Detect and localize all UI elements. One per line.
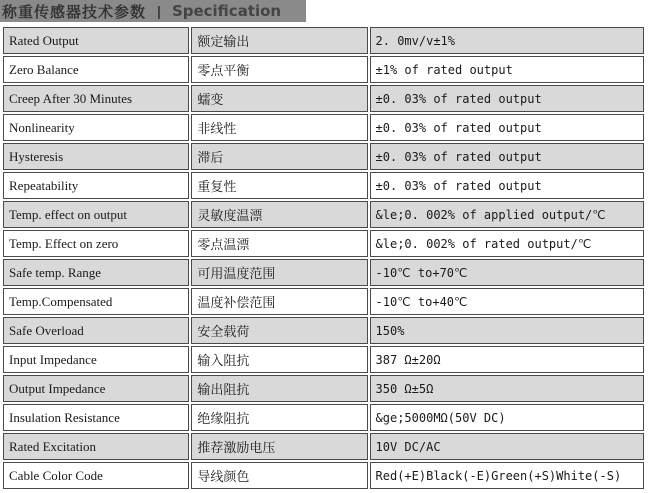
value-cell: -10℃ to+40℃ — [370, 288, 644, 315]
param-zh-cell: 零点平衡 — [191, 56, 367, 83]
param-zh-cell: 温度补偿范围 — [191, 288, 367, 315]
value-cell: ±0. 03% of rated output — [370, 85, 644, 112]
value-cell: ±0. 03% of rated output — [370, 143, 644, 170]
param-en-cell: Temp.Compensated — [3, 288, 189, 315]
title-separator: | — [157, 3, 161, 19]
param-en-cell: Rated Output — [3, 27, 189, 54]
table-row — [3, 317, 644, 344]
value-cell: &le;0. 002% of rated output/℃ — [370, 230, 644, 257]
param-en-cell: Rated Excitation — [3, 433, 189, 460]
value-cell: 10V DC/AC — [370, 433, 644, 460]
table-row — [3, 56, 644, 83]
specification-table — [1, 25, 646, 491]
section-title-en: Specification — [171, 2, 282, 20]
param-en-cell: Hysteresis — [3, 143, 189, 170]
table-row — [3, 143, 644, 170]
param-en-cell: Creep After 30 Minutes — [3, 85, 189, 112]
section-header — [0, 0, 306, 22]
param-zh-cell: 额定输出 — [191, 27, 367, 54]
param-zh-cell: 导线颜色 — [191, 462, 367, 489]
value-cell: ±1% of rated output — [370, 56, 644, 83]
param-zh-cell: 可用温度范围 — [191, 259, 367, 286]
param-en-cell: Temp. effect on output — [3, 201, 189, 228]
value-cell: ±0. 03% of rated output — [370, 114, 644, 141]
param-zh-cell: 滞后 — [191, 143, 367, 170]
param-en-cell: Input Impedance — [3, 346, 189, 373]
param-en-cell: Insulation Resistance — [3, 404, 189, 431]
param-en-cell: Output Impedance — [3, 375, 189, 402]
table-row — [3, 404, 644, 431]
param-zh-cell: 蠕变 — [191, 85, 367, 112]
value-cell: &le;0. 002% of applied output/℃ — [370, 201, 644, 228]
param-zh-cell: 零点温漂 — [191, 230, 367, 257]
value-cell: &ge;5000MΩ(50V DC) — [370, 404, 644, 431]
value-cell: 387 Ω±20Ω — [370, 346, 644, 373]
table-row — [3, 288, 644, 315]
table-row — [3, 114, 644, 141]
param-en-cell: Zero Balance — [3, 56, 189, 83]
param-en-cell: Safe Overload — [3, 317, 189, 344]
table-row — [3, 433, 644, 460]
param-zh-cell: 重复性 — [191, 172, 367, 199]
specification-table-body — [3, 27, 644, 489]
table-row — [3, 462, 644, 489]
param-en-cell: Repeatability — [3, 172, 189, 199]
table-row — [3, 85, 644, 112]
table-row — [3, 27, 644, 54]
value-cell: 350 Ω±5Ω — [370, 375, 644, 402]
value-cell: ±0. 03% of rated output — [370, 172, 644, 199]
section-title-zh: 称重传感器技术参数 — [2, 2, 147, 21]
table-row — [3, 172, 644, 199]
param-en-cell: Nonlinearity — [3, 114, 189, 141]
param-zh-cell: 输出阻抗 — [191, 375, 367, 402]
value-cell: Red(+E)Black(-E)Green(+S)White(-S) — [370, 462, 644, 489]
table-row — [3, 201, 644, 228]
param-zh-cell: 推荐激励电压 — [191, 433, 367, 460]
param-zh-cell: 输入阻抗 — [191, 346, 367, 373]
value-cell: 2. 0mv/v±1% — [370, 27, 644, 54]
table-row — [3, 230, 644, 257]
table-row — [3, 259, 644, 286]
param-zh-cell: 安全载荷 — [191, 317, 367, 344]
value-cell: 150% — [370, 317, 644, 344]
param-en-cell: Cable Color Code — [3, 462, 189, 489]
table-row — [3, 375, 644, 402]
param-zh-cell: 灵敏度温漂 — [191, 201, 367, 228]
table-row — [3, 346, 644, 373]
value-cell: -10℃ to+70℃ — [370, 259, 644, 286]
param-en-cell: Temp. Effect on zero — [3, 230, 189, 257]
param-en-cell: Safe temp. Range — [3, 259, 189, 286]
param-zh-cell: 绝缘阻抗 — [191, 404, 367, 431]
param-zh-cell: 非线性 — [191, 114, 367, 141]
